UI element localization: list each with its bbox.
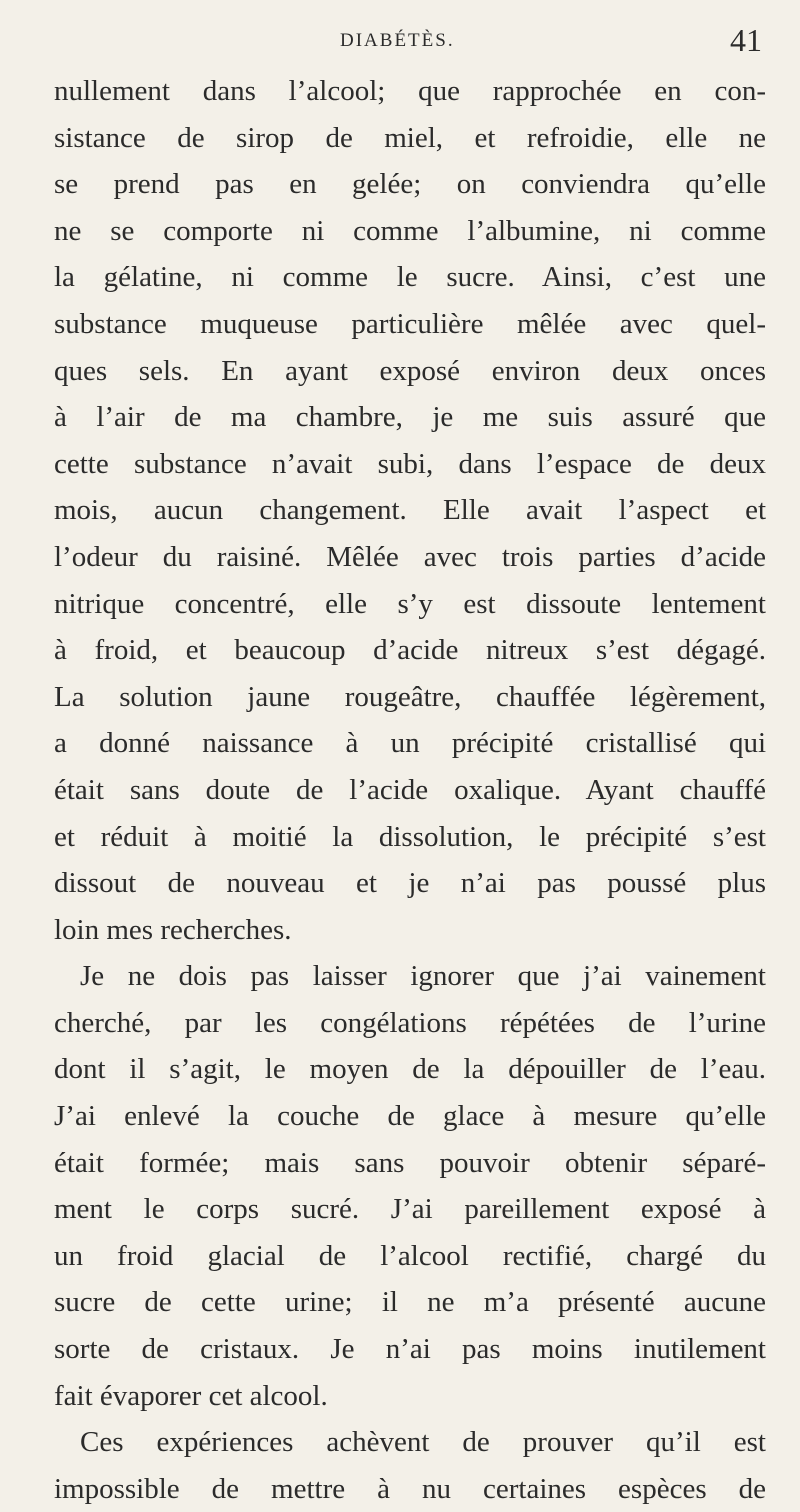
text-line: la gélatine, ni comme le sucre. Ainsi, c’est une [54,261,766,294]
text-line: substance muqueuse particulière mêlée avec quel- [54,307,766,340]
text-line: à l’air de ma chambre, je me suis assuré que [54,401,766,434]
text-line: impossible de mettre à nu certaines espèces de [54,1472,766,1505]
text-line: se prend pas en gelée; on conviendra qu’elle [54,168,766,201]
text-line: sistance de sirop de miel, et refroidie, elle ne [54,121,766,154]
text-line: était formée; mais sans pouvoir obtenir séparé- [54,1146,766,1179]
text-line: fait évaporer cet alcool. [54,1379,328,1412]
text-line: J’ai enlevé la couche de glace à mesure qu’elle [54,1100,766,1133]
text-line: La solution jaune rougeâtre, chauffée légèrement, [54,680,766,713]
body-text [54,68,766,1512]
text-line: dissout de nouveau et je n’ai pas poussé plus [54,867,766,900]
text-line: sorte de cristaux. Je n’ai pas moins inutilement [54,1333,766,1366]
text-line: ment le corps sucré. J’ai pareillement exposé à [54,1193,766,1226]
text-line: dont il s’agit, le moyen de la dépouiller de l’eau. [54,1053,766,1086]
text-line: mois, aucun changement. Elle avait l’aspect et [54,494,766,527]
text-line: Je ne dois pas laisser ignorer que j’ai vainement [80,960,766,993]
text-line: nitrique concentré, elle s’y est dissoute lentement [54,587,766,620]
text-line: cette substance n’avait subi, dans l’espace de deux [54,447,766,480]
text-line: nullement dans l’alcool; que rapprochée en con- [54,75,766,107]
text-line: ques sels. En ayant exposé environ deux onces [54,354,766,387]
text-line: un froid glacial de l’alcool rectifié, chargé du [54,1239,766,1272]
page-number: 41 [730,22,762,58]
text-line: a donné naissance à un précipité cristallisé qui [54,727,766,760]
running-head: DIABÉTÈS. [340,30,455,51]
page-header [0,22,800,62]
text-line: sucre de cette urine; il ne m’a présenté aucune [54,1286,766,1319]
text-line: l’odeur du raisiné. Mêlée avec trois parties d’acide [54,540,766,573]
text-line: Ces expériences achèvent de prouver qu’il est [80,1426,766,1459]
text-line: cherché, par les congélations répétées de l’urine [54,1006,766,1039]
text-line: ne se comporte ni comme l’albumine, ni comme [54,214,766,247]
text-line: était sans doute de l’acide oxalique. Ayant chauffé [54,773,766,806]
text-line: loin mes recherches. [54,913,292,946]
text-line: et réduit à moitié la dissolution, le précipité s’est [54,820,766,853]
text-line: à froid, et beaucoup d’acide nitreux s’est dégagé. [54,634,766,667]
